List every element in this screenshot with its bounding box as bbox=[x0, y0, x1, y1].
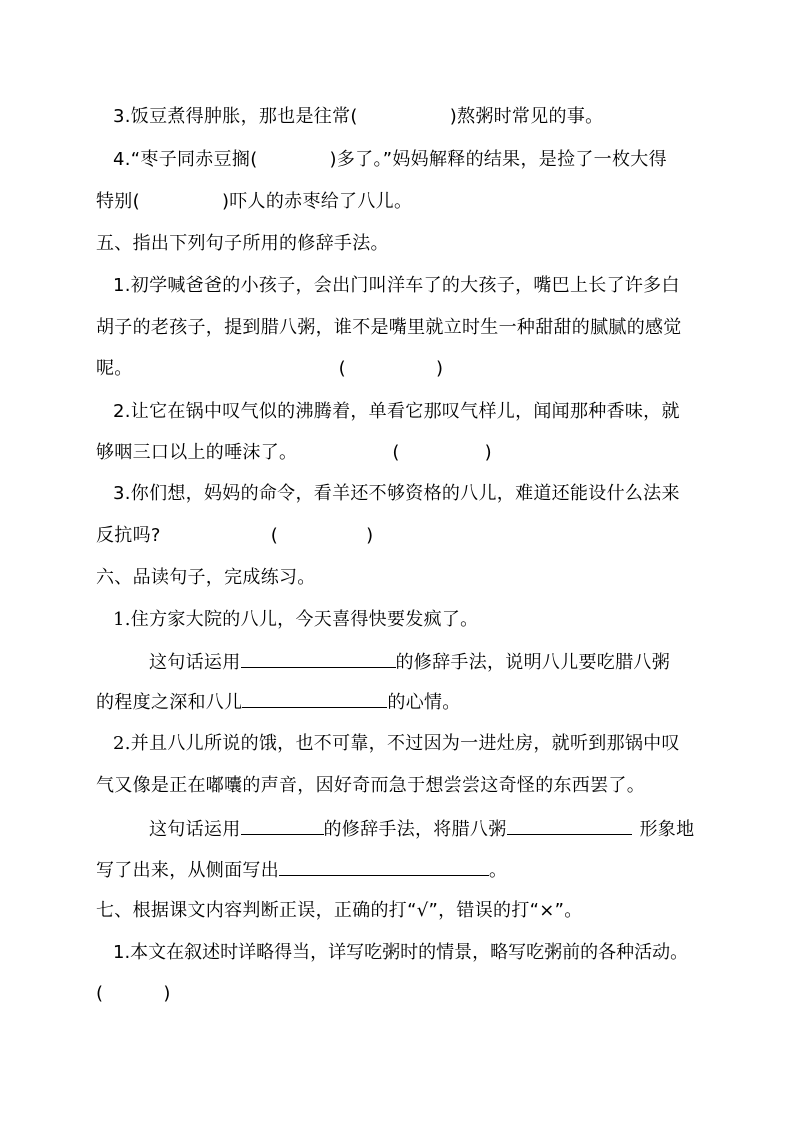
question-5-1: 1.初学喊爸爸的小孩子，会出门叫洋车了的大孩子，嘴巴上长了许多白 bbox=[113, 275, 680, 296]
question-6-1-prompt-cont: 的程度之深和八儿 的心情。 bbox=[96, 689, 461, 715]
question-5-3-end: 反抗吗? ( ) bbox=[96, 525, 374, 546]
question-5-2: 2.让它在锅中叹气似的沸腾着，单看它那叹气样儿，闻闻那种香味，就 bbox=[113, 401, 680, 422]
answer-blank[interactable] bbox=[241, 816, 324, 835]
question-6-2: 2.并且八儿所说的饿，也不可靠，不过因为一进灶房，就听到那锅中叹 bbox=[113, 733, 680, 754]
answer-blank[interactable] bbox=[279, 857, 489, 876]
question-6-1: 1.住方家大院的八儿，今天喜得快要发疯了。 bbox=[113, 609, 479, 630]
question-6-1-prompt: 这句话运用 的修辞手法，说明八儿要吃腊八粥 bbox=[149, 649, 670, 675]
question-6-2-cont: 气又像是正在嘟囔的声音，因好奇而急于想尝尝这奇怪的东西罢了。 bbox=[96, 775, 645, 796]
question-5-1-cont: 胡子的老孩子，提到腊八粥，谁不是嘴里就立时生一种甜甜的腻腻的感觉 bbox=[96, 317, 682, 338]
question-6-2-prompt: 这句话运用 的修辞手法，将腊八粥 形象地 bbox=[149, 816, 694, 842]
question-4-4: 4.“枣子同赤豆搁( )多了。”妈妈解释的结果，是捡了一枚大得 bbox=[113, 149, 667, 170]
section-5-heading: 五、指出下列句子所用的修辞手法。 bbox=[96, 233, 389, 254]
question-5-3: 3.你们想，妈妈的命令，看羊还不够资格的八儿，难道还能设什么法来 bbox=[113, 483, 680, 504]
question-6-2-prompt-cont: 写了出来，从侧面写出 。 bbox=[96, 857, 507, 883]
question-4-4-cont: 特别( )吓人的赤枣给了八儿。 bbox=[96, 191, 413, 212]
section-7-heading: 七、根据课文内容判断正误，正确的打“√”，错误的打“×”。 bbox=[96, 900, 583, 921]
answer-blank[interactable] bbox=[242, 689, 387, 708]
question-5-2-end: 够咽三口以上的唾沫了。 ( ) bbox=[96, 442, 492, 463]
section-6-heading: 六、品读句子，完成练习。 bbox=[96, 567, 316, 588]
question-7-1-answer: ( ) bbox=[96, 983, 171, 1004]
question-4-3: 3.饭豆煮得肿胀，那也是往常( )熬粥时常见的事。 bbox=[113, 106, 604, 127]
answer-blank[interactable] bbox=[507, 816, 632, 835]
question-7-1: 1.本文在叙述时详略得当，详写吃粥时的情景，略写吃粥前的各种活动。 bbox=[113, 942, 689, 963]
question-5-1-end: 呢。 ( ) bbox=[96, 358, 444, 379]
answer-blank[interactable] bbox=[241, 649, 396, 668]
